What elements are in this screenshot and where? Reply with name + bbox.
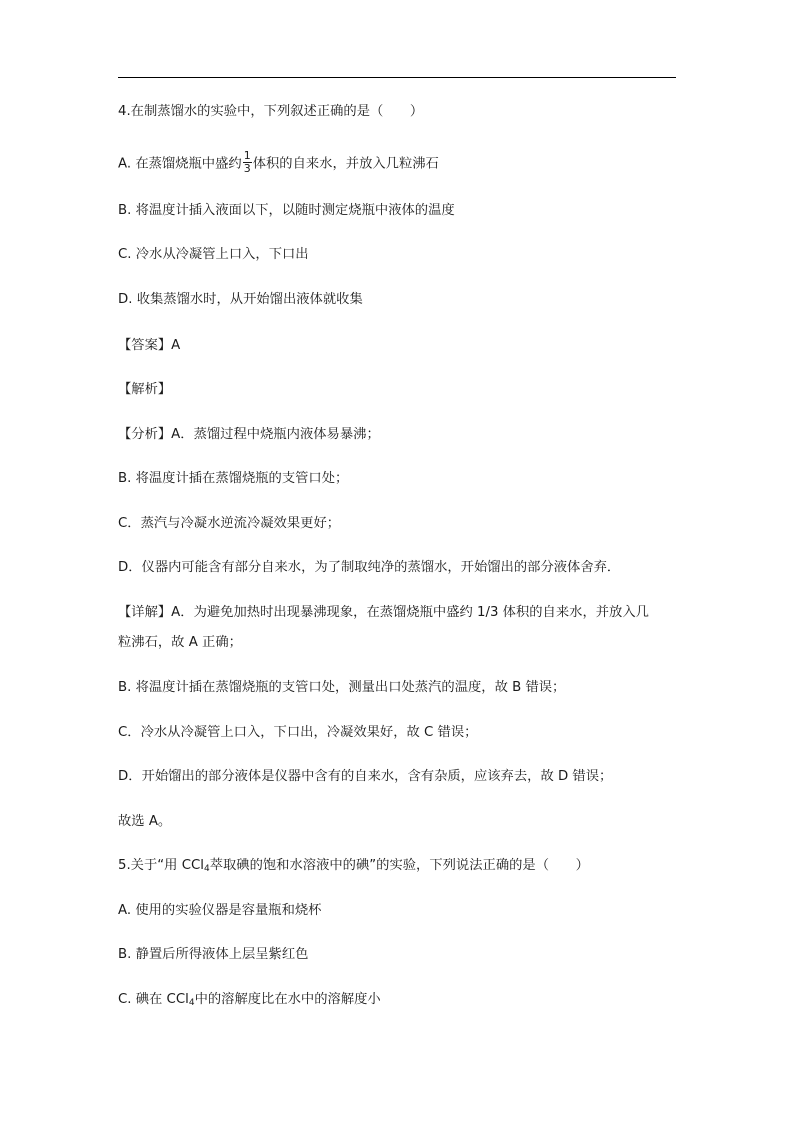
q4-stem: 4.在制蒸馏水的实验中，下列叙述正确的是（ ） xyxy=(118,104,424,119)
q5-option-c-subscript: 4 xyxy=(188,998,195,1008)
q5-option-c xyxy=(118,991,381,1009)
q4-fenxi-c: C．蒸汽与冷凝水逆流冷凝效果更好； xyxy=(118,516,341,531)
q4-fenxi-d: D．仪器内可能含有部分自来水，为了制取纯净的蒸馏水，开始馏出的部分液体舍弃． xyxy=(118,560,621,575)
q5-stem-post: 萃取碘的饱和水溶液中的碘”的实验，下列说法正确的是（ ） xyxy=(209,858,589,873)
q5-stem-subscript: 4 xyxy=(203,864,210,874)
q4-option-a-text-pre: A. 在蒸馏烧瓶中盛约 xyxy=(118,156,242,172)
q5-option-c-post: 中的溶解度比在水中的溶解度小 xyxy=(194,992,381,1007)
q4-analysis-title: 【解析】 xyxy=(118,382,172,397)
fraction-numerator: 1 xyxy=(243,149,251,162)
q4-xiangjie-d: D．开始馏出的部分液体是仪器中含有的自来水，含有杂质，应该弃去，故 D 错误； xyxy=(118,769,613,784)
q4-xiangjie-a-line1: 【详解】A．为避免加热时出现暴沸现象，在蒸馏烧瓶中盛约 1/3 体积的自来水，并放入几 xyxy=(118,605,649,620)
fraction-one-third xyxy=(243,150,252,175)
q4-option-c: C. 冷水从冷凝管上口入，下口出 xyxy=(118,247,309,262)
q4-fenxi-b: B. 将温度计插在蒸馏烧瓶的支管口处； xyxy=(118,471,349,486)
q4-xiangjie-b: B. 将温度计插在蒸馏烧瓶的支管口处，测量出口处蒸汽的温度，故 B 错误； xyxy=(118,680,566,695)
q5-stem xyxy=(118,857,589,875)
q4-option-a xyxy=(118,151,439,176)
q5-option-c-pre: C. 碘在 CCl xyxy=(118,992,189,1007)
q5-option-a: A. 使用的实验仪器是容量瓶和烧杯 xyxy=(118,903,322,918)
q4-option-a-text-post: 体积的自来水，并放入几粒沸石 xyxy=(252,156,439,172)
q4-xiangjie-c: C．冷水从冷凝管上口入，下口出，冷凝效果好，故 C 错误； xyxy=(118,725,478,740)
q4-fenxi-a: 【分析】A．蒸馏过程中烧瓶内液体易暴沸； xyxy=(118,427,380,442)
q4-xiangjie-a-line2: 粒沸石，故 A 正确； xyxy=(118,635,242,650)
q4-option-d: D. 收集蒸馏水时，从开始馏出液体就收集 xyxy=(118,292,363,307)
q4-option-b: B. 将温度计插入液面以下，以随时测定烧瓶中液体的温度 xyxy=(118,203,455,218)
q4-conclusion: 故选 A。 xyxy=(118,814,172,829)
q5-stem-pre: 5.关于“用 CCl xyxy=(118,858,204,873)
q5-option-b: B. 静置后所得液体上层呈紫红色 xyxy=(118,947,309,962)
header-rule xyxy=(118,77,676,78)
q4-answer: 【答案】A xyxy=(118,338,181,353)
fraction-denominator: 3 xyxy=(243,162,251,175)
